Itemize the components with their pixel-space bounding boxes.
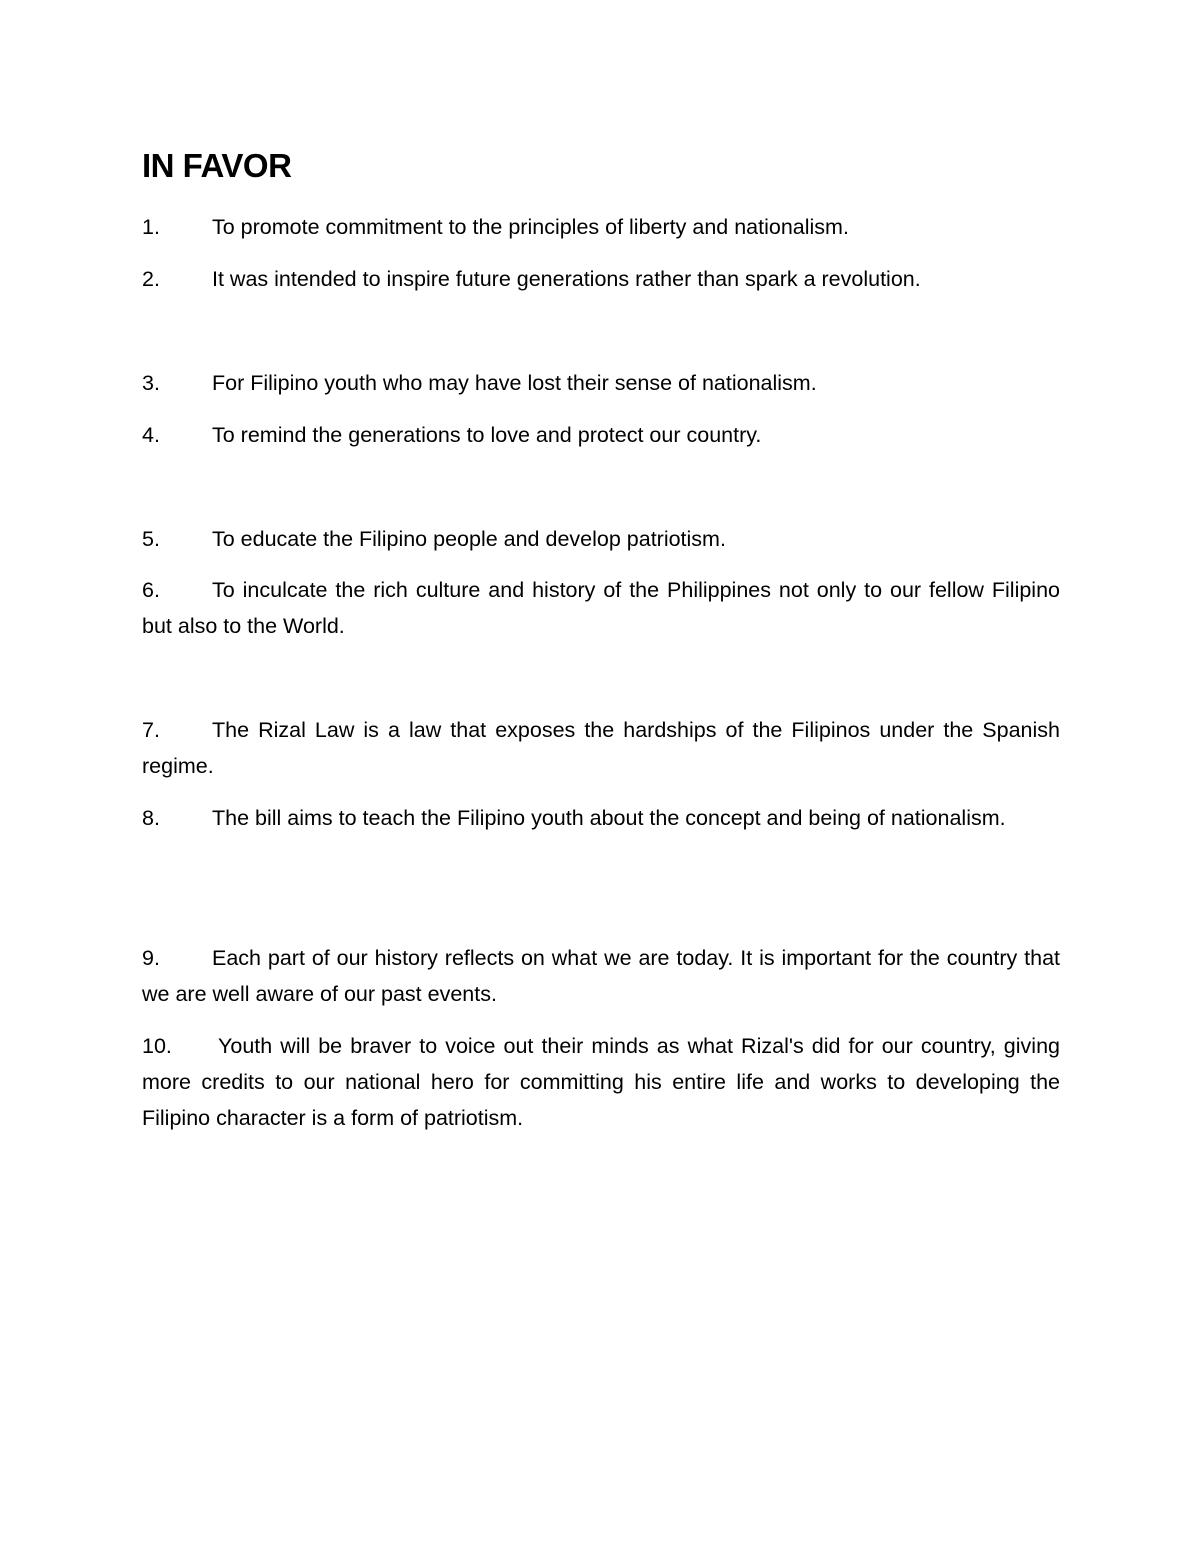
list-item — [142, 417, 1060, 453]
item-number: 5. — [142, 527, 160, 551]
item-text: To promote commitment to the principles of liberty and nationalism. — [212, 215, 849, 239]
list-item — [142, 209, 1060, 245]
item-number: 4. — [142, 423, 160, 447]
item-number: 8. — [142, 806, 160, 830]
list-item — [142, 940, 1060, 1012]
item-text: To educate the Filipino people and develop patriotism. — [212, 527, 726, 551]
item-text: The Rizal Law is a law that exposes the hardships of the Filipinos under the Spanish regime. — [142, 718, 1060, 778]
item-number: 2. — [142, 267, 160, 291]
item-number: 7. — [142, 718, 160, 742]
item-text: To remind the generations to love and protect our country. — [212, 423, 762, 447]
item-number: 1. — [142, 215, 160, 239]
page-title: IN FAVOR — [142, 147, 292, 184]
list-item — [142, 521, 1060, 557]
item-text: For Filipino youth who may have lost their sense of nationalism. — [212, 371, 817, 395]
list-item — [142, 800, 1060, 836]
item-text: It was intended to inspire future generations rather than spark a revolution. — [212, 267, 921, 291]
item-number: 9. — [142, 946, 160, 970]
list-item — [142, 712, 1060, 784]
item-text: To inculcate the rich culture and history of the Philippines not only to our fellow Filipino but also to the World. — [142, 578, 1060, 638]
list-item — [142, 365, 1060, 401]
item-text: The bill aims to teach the Filipino youth about the concept and being of nationalism. — [212, 806, 1006, 830]
item-number: 3. — [142, 371, 160, 395]
item-number: 6. — [142, 578, 160, 602]
list-item — [142, 261, 1060, 297]
list-item — [142, 572, 1060, 644]
list-item — [142, 1028, 1060, 1136]
item-text: Each part of our history reflects on what we are today. It is important for the country that we are well aware of our past events. — [142, 946, 1060, 1006]
item-number: 10. — [142, 1034, 172, 1058]
item-text: Youth will be braver to voice out their minds as what Rizal's did for our country, giving more credits to our national hero for committing his entire life and works to developing the Filipino character is a form of patriotism. — [142, 1034, 1060, 1130]
